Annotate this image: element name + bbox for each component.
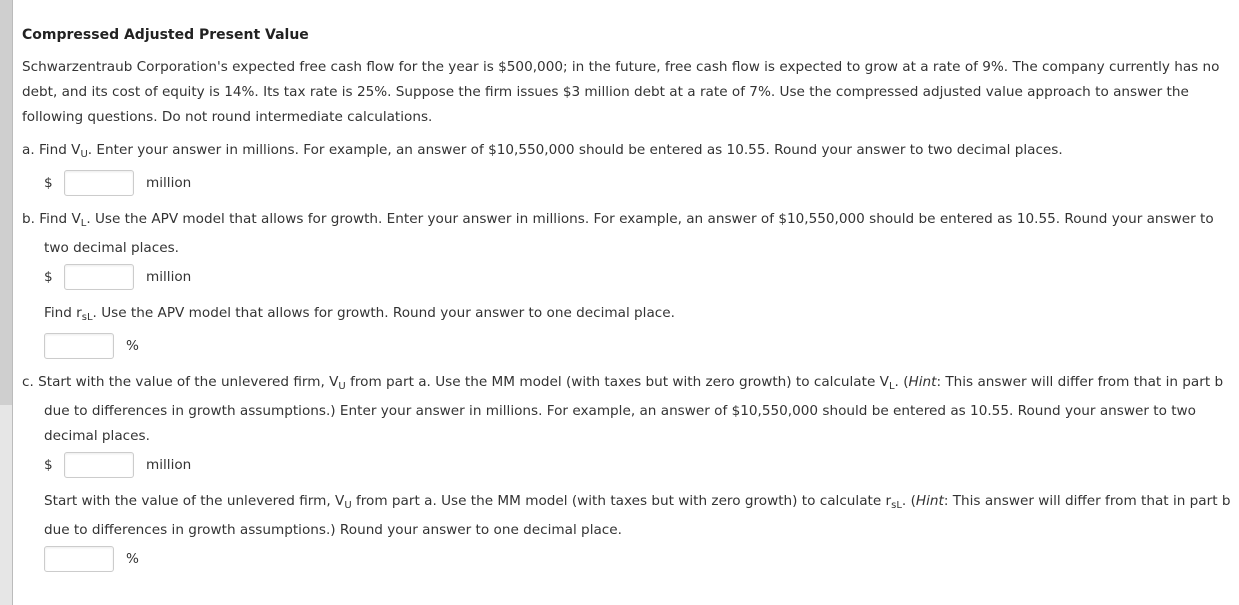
question-b-rsl xyxy=(44,301,1234,330)
unit-label: million xyxy=(146,269,192,285)
subscript: L xyxy=(888,381,895,392)
answer-c-rsl-input[interactable] xyxy=(44,546,114,572)
answer-a-row xyxy=(44,167,1234,199)
answer-c-rsl-row xyxy=(44,543,1234,575)
scrollbar[interactable] xyxy=(0,0,12,605)
currency-label: $ xyxy=(44,457,53,473)
currency-label: $ xyxy=(44,175,53,191)
subscript: L xyxy=(80,218,87,229)
answer-b-row xyxy=(44,261,1234,293)
text: b. Find V xyxy=(22,211,81,227)
scrollbar-thumb[interactable] xyxy=(0,0,12,405)
subscript: U xyxy=(338,381,346,392)
unit-label: million xyxy=(146,175,192,191)
answer-c-input[interactable] xyxy=(64,452,134,478)
answer-b-input[interactable] xyxy=(64,264,134,290)
question-c-rsl xyxy=(44,489,1234,543)
subscript: sL xyxy=(891,500,902,511)
text: . Use the APV model that allows for growth. Enter your answer in millions. For example, an answer of $10,550,000 should be entered as 10.55. Round your answer to two decimal places. xyxy=(44,211,1214,256)
text: from part a. Use the MM model (with taxes but with zero growth) to calculate V xyxy=(345,374,889,390)
question-content xyxy=(22,27,1234,575)
question-a xyxy=(22,138,1234,167)
hint-label: Hint xyxy=(908,374,937,390)
page-title: Compressed Adjusted Present Value xyxy=(22,27,309,43)
answer-c-row xyxy=(44,449,1234,481)
text: . Use the APV model that allows for growth. Round your answer to one decimal place. xyxy=(92,305,675,321)
text: . ( xyxy=(901,493,916,509)
answer-b-rsl-input[interactable] xyxy=(44,333,114,359)
text: c. Start with the value of the unlevered firm, V xyxy=(22,374,339,390)
answer-b-rsl-row xyxy=(44,330,1234,362)
text: from part a. Use the MM model (with taxes but with zero growth) to calculate r xyxy=(351,493,892,509)
subscript: U xyxy=(80,149,88,160)
answer-a-input[interactable] xyxy=(64,170,134,196)
text: : This answer will differ from that in part b due to differences in growth assumptions.) Enter your answer in millions. For example, an answer of $10,550,000 should be entered as 10.55. Round your answer to two decimal places. xyxy=(44,374,1224,444)
text: Find r xyxy=(44,305,82,321)
subscript: sL xyxy=(81,312,93,323)
text: : This answer will differ from that in part b due to differences in growth assumptions.) Round your answer to one decimal place. xyxy=(44,493,1231,538)
unit-label: % xyxy=(126,551,139,567)
unit-label: % xyxy=(126,338,139,354)
unit-label: million xyxy=(146,457,192,473)
hint-label: Hint xyxy=(915,493,944,509)
divider xyxy=(12,0,13,605)
problem-intro: Schwarzentraub Corporation's expected free cash flow for the year is $500,000; in the future, free cash flow is expected to grow at a rate of 9%. The company currently has no debt, and its cost of equity is 14%. Its tax rate is 25%. Suppose the firm issues $3 million debt at a rate of 7%. Use the compressed adjusted value approach to answer the following questions. Do not round intermediate calculations. xyxy=(22,59,1220,125)
currency-label: $ xyxy=(44,269,53,285)
question-b xyxy=(22,207,1234,261)
text: . Enter your answer in millions. For example, an answer of $10,550,000 should be entered as 10.55. Round your answer to two decimal places. xyxy=(87,142,1063,158)
text: Start with the value of the unlevered firm, V xyxy=(44,493,345,509)
text: a. Find V xyxy=(22,142,81,158)
text: . ( xyxy=(894,374,909,390)
subscript: U xyxy=(344,500,352,511)
question-c xyxy=(22,370,1234,449)
